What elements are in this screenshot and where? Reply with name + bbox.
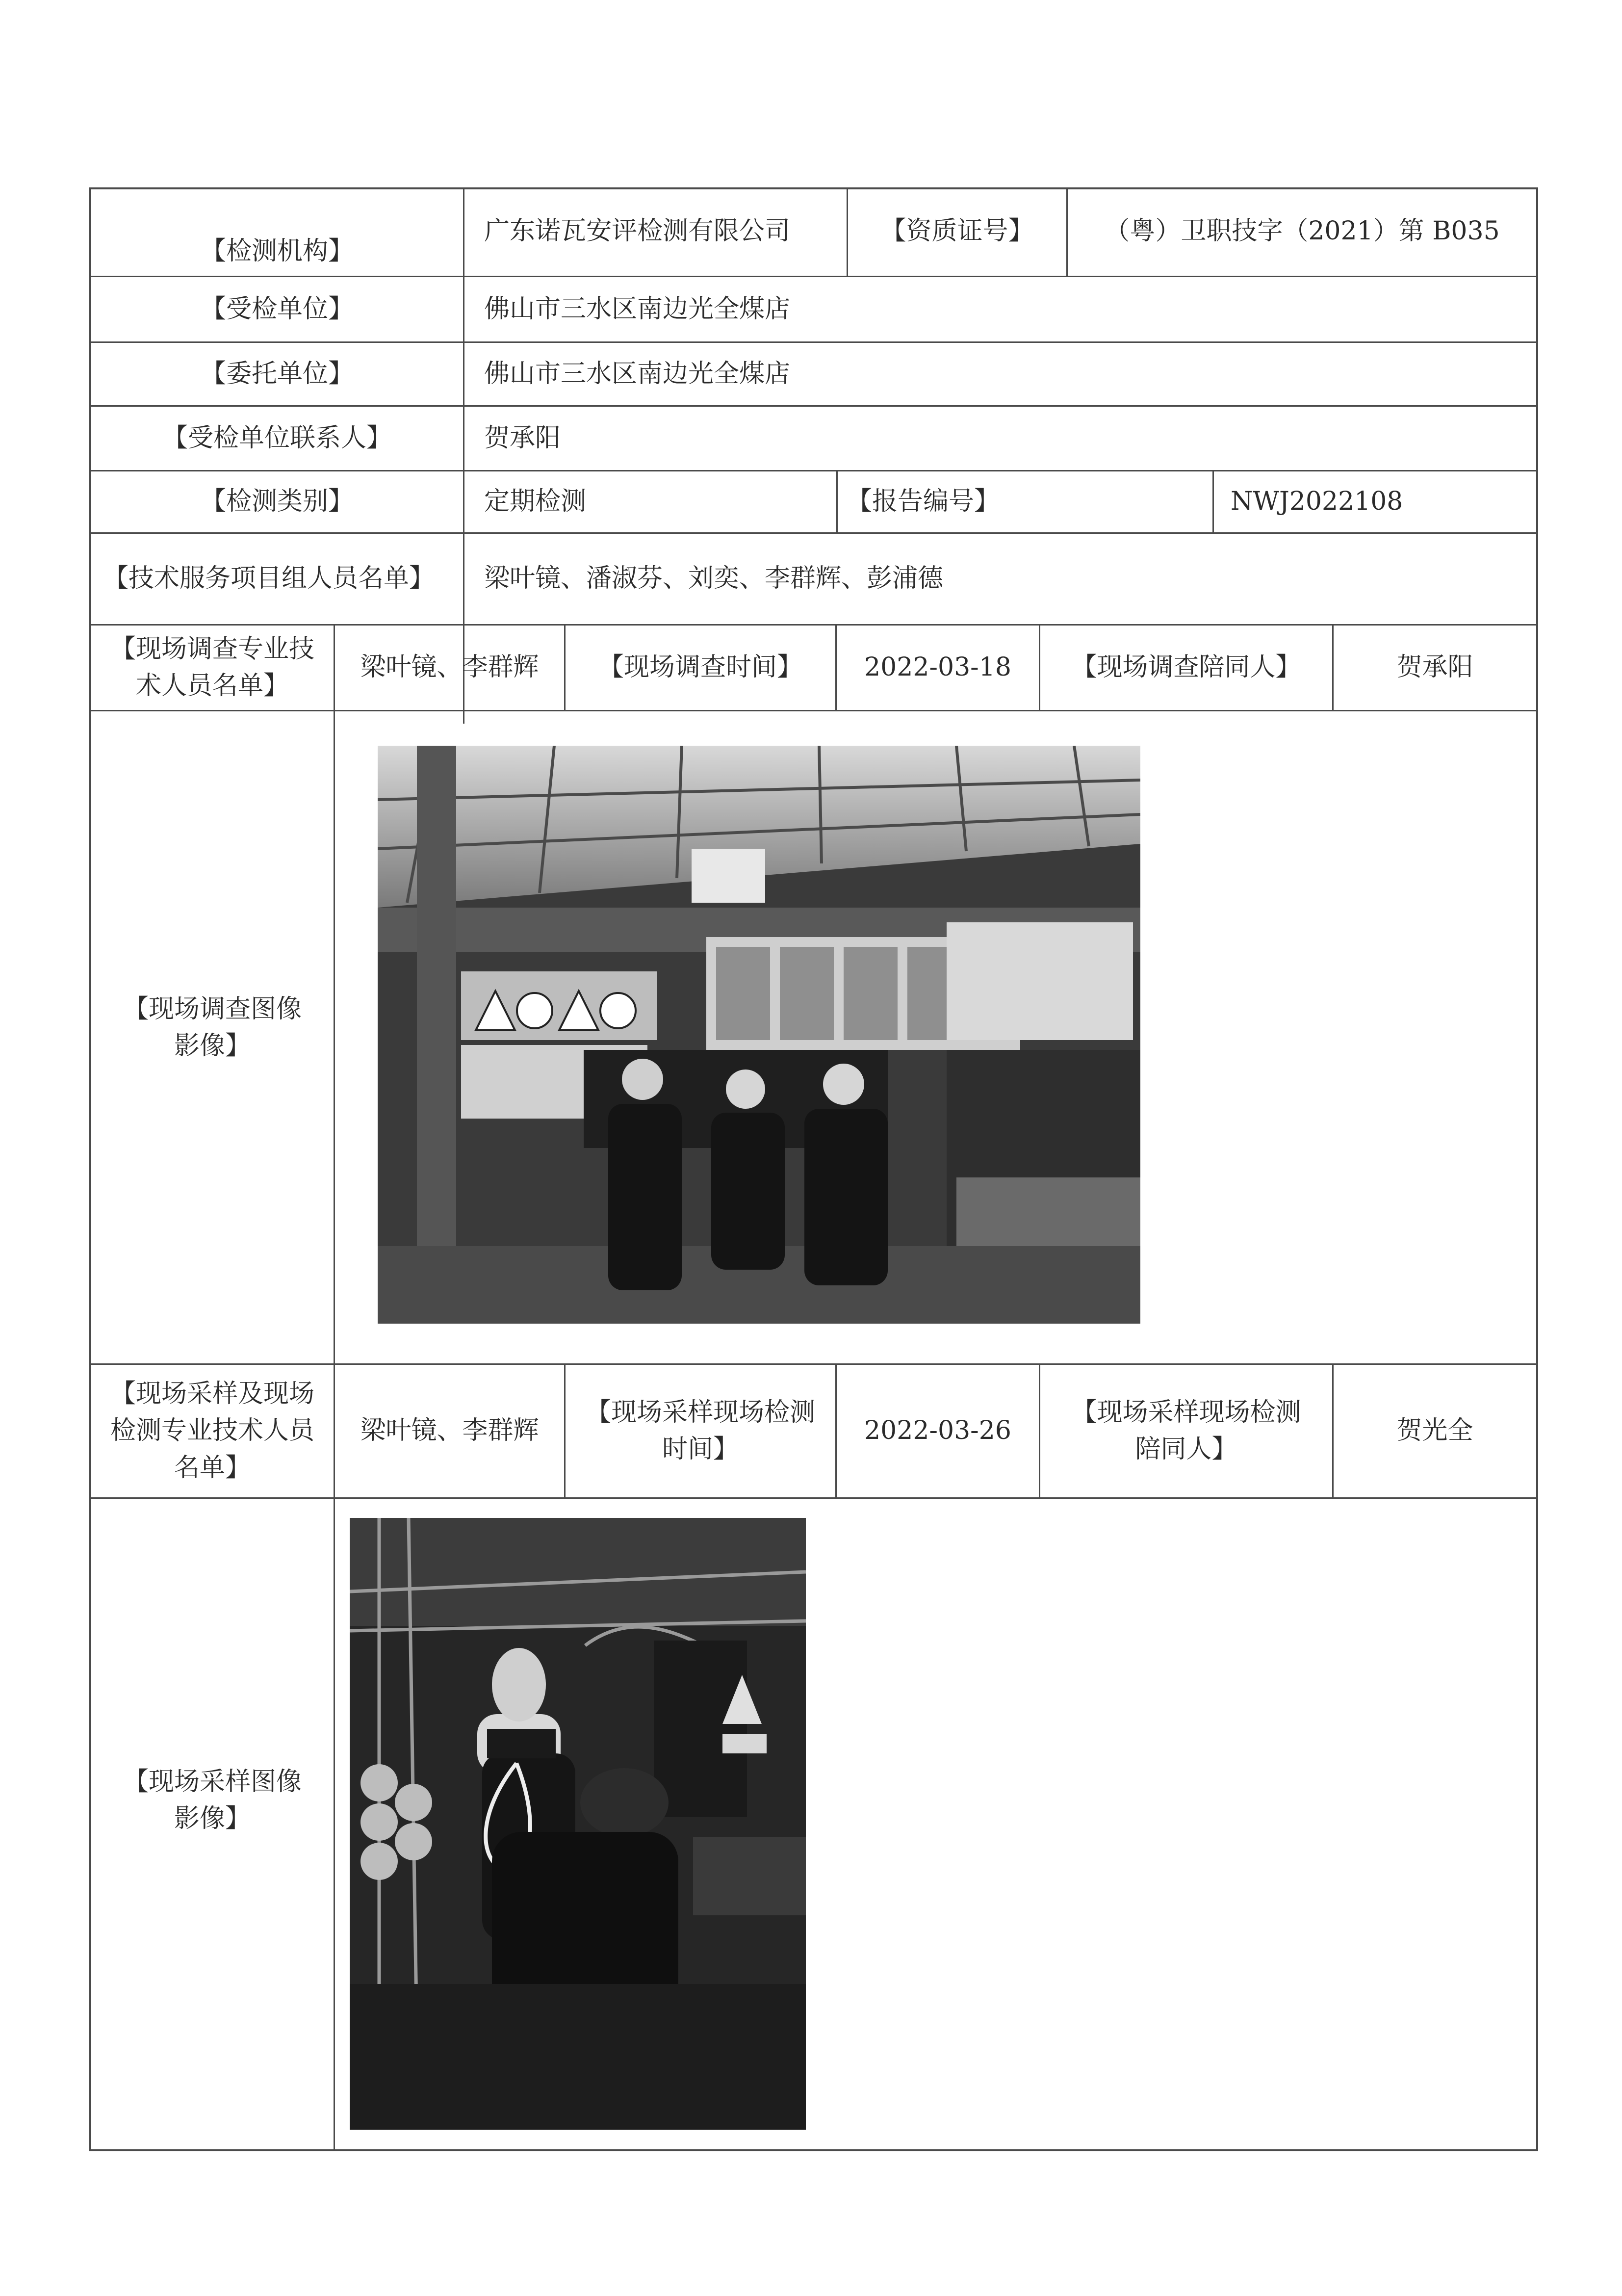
sampling-photo xyxy=(350,1518,806,2130)
team-value: 梁叶镜、潘淑芬、刘奕、李群辉、彭浦德 xyxy=(484,564,944,594)
survey-time-value: 2022-03-18 xyxy=(864,652,1011,682)
sampling-image-label: 【现场采样图像影像】 xyxy=(123,1767,302,1834)
sampling-staff-label: 【现场采样及现场检测专业技术人员名单】 xyxy=(110,1379,314,1483)
category-value: 定期检测 xyxy=(484,487,587,517)
client-unit-value: 佛山市三水区南边光全煤店 xyxy=(484,359,791,389)
sampling-escort-label: 【现场采样现场检测陪同人】 xyxy=(1071,1397,1301,1464)
report-number-label: 【报告编号】 xyxy=(847,487,1000,517)
team-label: 【技术服务项目组人员名单】 xyxy=(103,564,435,594)
certificate-label: 【资质证号】 xyxy=(880,216,1034,246)
category-label: 【检测类别】 xyxy=(200,487,354,517)
inspected-unit-label: 【受检单位】 xyxy=(200,294,354,324)
survey-staff-label: 【现场调查专业技术人员名单】 xyxy=(110,634,314,701)
survey-photo xyxy=(378,746,1140,1324)
sampling-time-label: 【现场采样现场检测时间】 xyxy=(585,1397,815,1464)
survey-escort-value: 贺承阳 xyxy=(1396,652,1473,682)
contact-label: 【受检单位联系人】 xyxy=(162,423,392,453)
sampling-time-value: 2022-03-26 xyxy=(864,1416,1011,1446)
report-number-value: NWJ2022108 xyxy=(1231,487,1403,517)
survey-staff-value: 梁叶镜、李群辉 xyxy=(360,652,539,682)
contact-value: 贺承阳 xyxy=(484,423,561,453)
survey-escort-label: 【现场调查陪同人】 xyxy=(1071,652,1301,682)
survey-time-label: 【现场调查时间】 xyxy=(598,652,802,682)
client-unit-label: 【委托单位】 xyxy=(200,359,354,389)
sampling-staff-value: 梁叶镜、李群辉 xyxy=(360,1416,539,1446)
certificate-value: （粤）卫职技字（2021）第 B035 xyxy=(1104,216,1500,246)
inspected-unit-value: 佛山市三水区南边光全煤店 xyxy=(484,294,791,324)
institution-value: 广东诺瓦安评检测有限公司 xyxy=(484,216,791,246)
institution-label: 【检测机构】 xyxy=(200,236,354,266)
survey-image-label: 【现场调查图像影像】 xyxy=(123,994,302,1061)
sampling-escort-value: 贺光全 xyxy=(1396,1416,1473,1446)
